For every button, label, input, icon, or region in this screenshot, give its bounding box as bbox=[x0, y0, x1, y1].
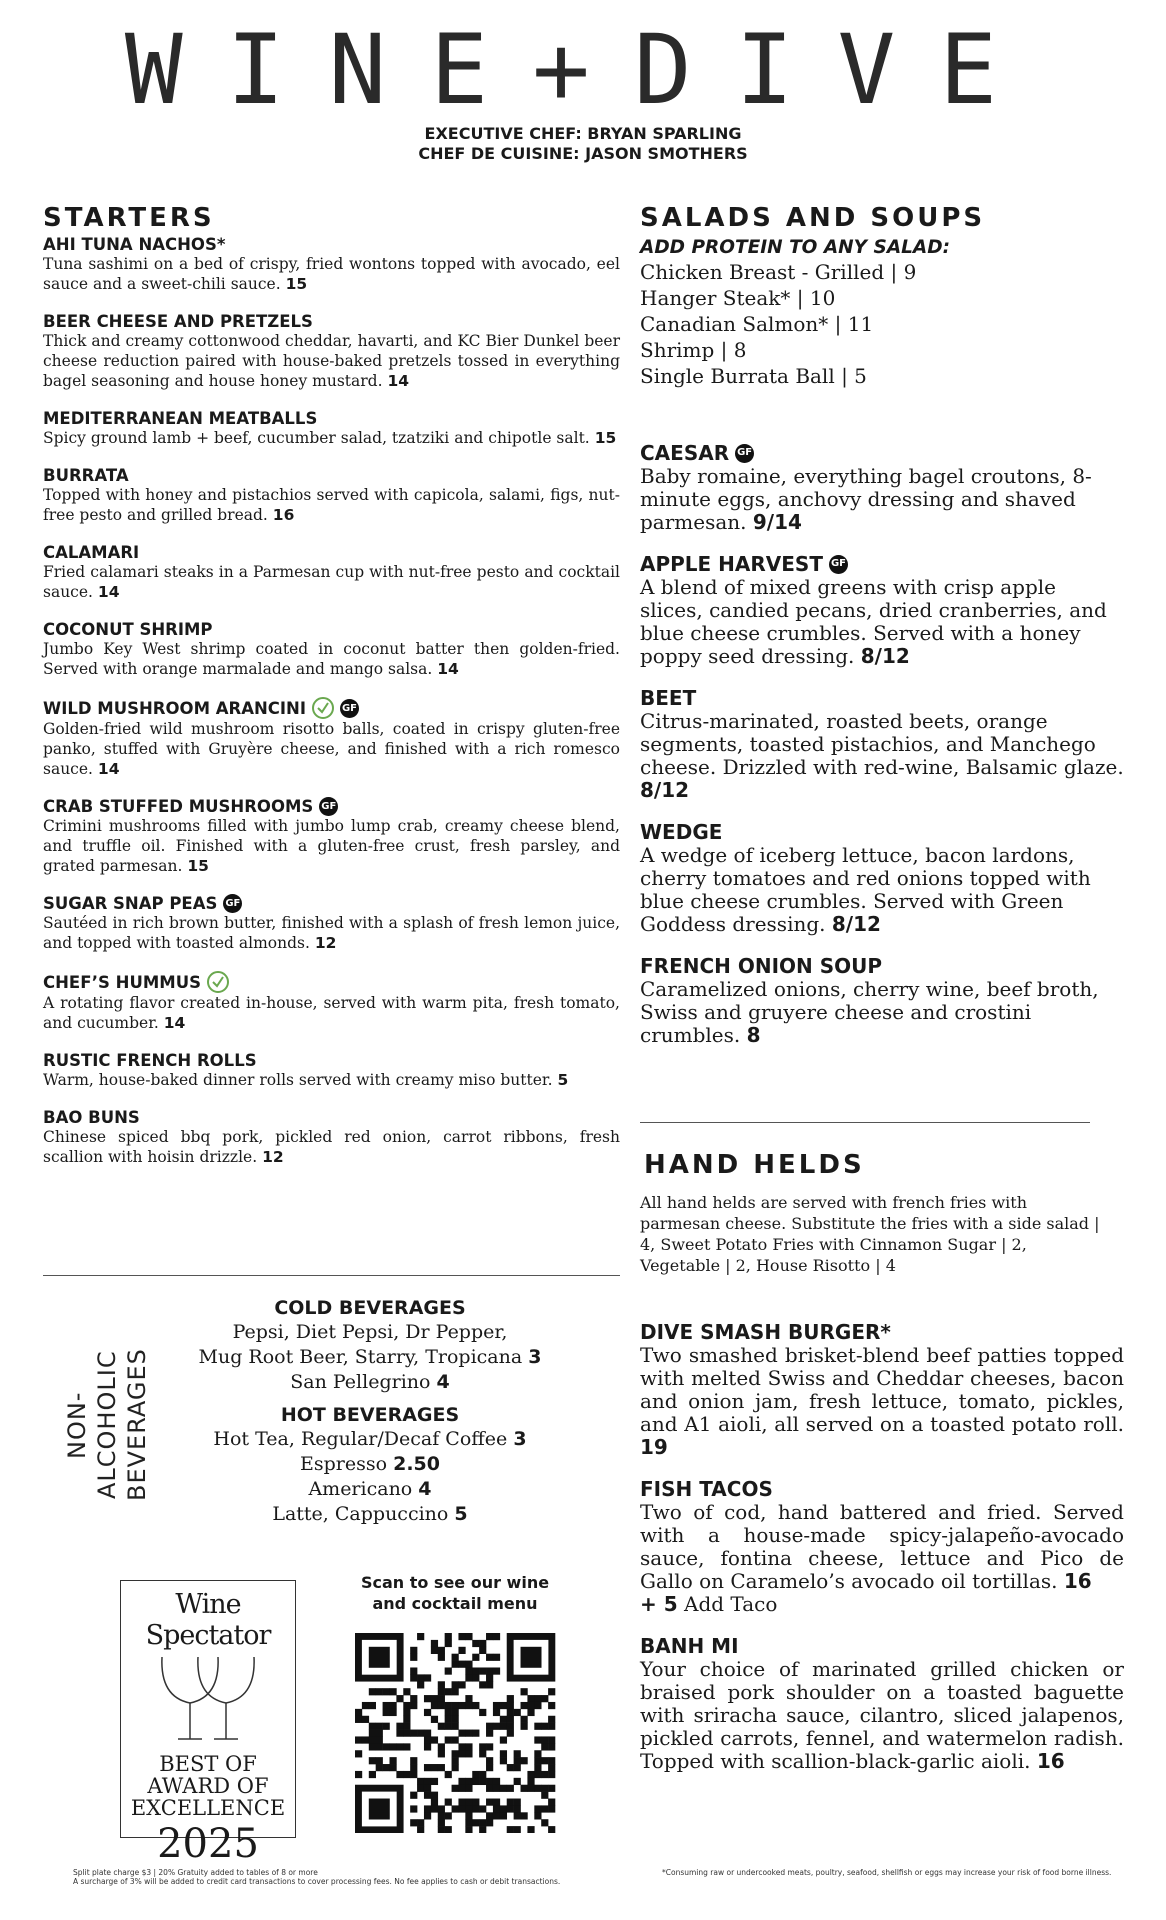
item-price: 14 bbox=[97, 760, 120, 778]
item-price: 15 bbox=[187, 857, 209, 875]
hot-beverages-title: HOT BEVERAGES bbox=[280, 1404, 460, 1426]
item-description: A blend of mixed greens with crisp apple slices, candied pecans, dried cranberries, and blue cheese crumbles. Served with a honey poppy seed dressing. 8/12 bbox=[640, 575, 1107, 668]
item-name: CALAMARI bbox=[43, 543, 140, 562]
menu-item bbox=[43, 312, 620, 391]
hot-line4: Latte, Cappuccino 5 bbox=[272, 1503, 468, 1525]
gluten-free-icon: GF bbox=[319, 797, 338, 816]
award-text: BEST OF AWARD OF EXCELLENCE bbox=[130, 1752, 286, 1820]
item-price: 8/12 bbox=[860, 644, 910, 668]
gluten-free-icon: GF bbox=[829, 555, 848, 574]
menu-item bbox=[43, 235, 620, 294]
protein-title: ADD PROTEIN TO ANY SALAD: bbox=[640, 237, 950, 258]
menu-item bbox=[43, 1051, 620, 1090]
protein-list bbox=[640, 259, 1125, 389]
vegetarian-leaf-icon bbox=[207, 971, 229, 993]
vertical-line1: NON-ALCOHOLIC bbox=[63, 1350, 121, 1500]
item-name: FISH TACOS bbox=[640, 1477, 773, 1501]
item-price: 12 bbox=[314, 934, 337, 952]
item-price: 16 bbox=[1063, 1569, 1092, 1593]
restaurant-title bbox=[0, 14, 1166, 126]
item-name: SUGAR SNAP PEAS GF bbox=[43, 894, 241, 913]
item-price: 8/12 bbox=[831, 912, 881, 936]
beverages-vertical-label bbox=[62, 1325, 151, 1525]
item-description: Caramelized onions, cherry wine, beef broth, Swiss and gruyere cheese and crostini crumbles. 8 bbox=[640, 977, 1099, 1047]
protein-option: Shrimp | 8 bbox=[640, 338, 747, 362]
qr-code[interactable] bbox=[345, 1633, 565, 1833]
item-description: Tuna sashimi on a bed of crispy, fried wontons topped with avocado, eel sauce and a sweet-chili sauce. 15 bbox=[43, 255, 620, 293]
item-price: 15 bbox=[594, 429, 617, 447]
wine-glasses-icon bbox=[148, 1653, 268, 1745]
menu-item bbox=[640, 552, 1125, 668]
item-name: WEDGE bbox=[640, 820, 723, 844]
item-name: APPLE HARVEST GF bbox=[640, 552, 846, 576]
item-name: BEER CHEESE AND PRETZELS bbox=[43, 312, 313, 331]
starters-heading: STARTERS bbox=[43, 203, 215, 233]
starters-list bbox=[43, 235, 620, 1167]
item-price: 16 bbox=[1036, 1749, 1065, 1773]
cold-line3: San Pellegrino 4 bbox=[290, 1371, 450, 1393]
item-description: Your choice of marinated grilled chicken or braised pork shoulder on a toasted baguette with sriracha sauce, cilantro, sliced jalapenos, pickled carrots, fennel, and watermelon radish. Topped with scallion-black-garlic aioli. 16 bbox=[640, 1657, 1124, 1773]
item-description: Fried calamari steaks in a Parmesan cup with nut-free pesto and cocktail sauce. 14 bbox=[43, 563, 620, 601]
handhelds-list bbox=[640, 1320, 1124, 1773]
item-description: A wedge of iceberg lettuce, bacon lardons, cherry tomatoes and red onions topped with blue cheese crumbles. Served with Green Goddess dressing. 8/12 bbox=[640, 843, 1091, 936]
chef-de-cuisine: CHEF DE CUISINE: JASON SMOTHERS bbox=[418, 144, 748, 163]
hot-line2: Espresso 2.50 bbox=[300, 1453, 440, 1475]
gluten-free-icon: GF bbox=[223, 894, 242, 913]
menu-item bbox=[640, 1320, 1124, 1459]
salads-list bbox=[640, 441, 1125, 1047]
protein-option: Chicken Breast - Grilled | 9 bbox=[640, 260, 917, 284]
menu-item bbox=[640, 1634, 1124, 1773]
footer-right: *Consuming raw or undercooked meats, poultry, seafood, shellfish or eggs may increase your risk of food borne illness. bbox=[662, 1868, 1112, 1877]
cold-line1: Pepsi, Diet Pepsi, Dr Pepper, bbox=[232, 1321, 508, 1343]
item-name: RUSTIC FRENCH ROLLS bbox=[43, 1051, 257, 1070]
item-description: Sautéed in rich brown butter, finished with a splash of fresh lemon juice, and topped with toasted almonds. 12 bbox=[43, 914, 620, 952]
item-name: WILD MUSHROOM ARANCINI GF bbox=[43, 698, 357, 718]
beverages-block bbox=[170, 1296, 570, 1527]
title-text: WINE+DIVE bbox=[124, 14, 1042, 126]
item-price: 14 bbox=[163, 1014, 186, 1032]
menu-item bbox=[640, 441, 1125, 534]
item-description: Thick and creamy cottonwood cheddar, havarti, and KC Bier Dunkel beer cheese reduction paired with house-baked pretzels tossed in everything bagel seasoning and house honey mustard. 14 bbox=[43, 332, 620, 390]
menu-item bbox=[640, 954, 1125, 1047]
item-description: Spicy ground lamb + beef, cucumber salad, tzatziki and chipotle salt. 15 bbox=[43, 429, 617, 447]
add-taco-option: + 5 Add Taco bbox=[640, 1592, 778, 1616]
menu-item bbox=[43, 466, 620, 525]
item-name: AHI TUNA NACHOS* bbox=[43, 235, 226, 254]
starters-section bbox=[43, 203, 620, 1185]
item-price: 14 bbox=[97, 583, 120, 601]
item-price: 12 bbox=[262, 1148, 284, 1166]
item-name: BANH MI bbox=[640, 1634, 739, 1658]
menu-item bbox=[640, 686, 1125, 802]
footer-left: Split plate charge $3 | 20% Gratuity added to tables of 8 or more A surcharge of 3% will be added to credit card transactions to cover processing fees. No fee applies to cash or debit transactions. bbox=[73, 1868, 561, 1886]
item-price: 19 bbox=[640, 1435, 668, 1459]
item-name: FRENCH ONION SOUP bbox=[640, 954, 883, 978]
item-name: COCONUT SHRIMP bbox=[43, 620, 213, 639]
item-description: A rotating flavor created in-house, served with warm pita, fresh tomato, and cucumber. 14 bbox=[43, 994, 620, 1032]
item-description: Two of cod, hand battered and fried. Served with a house-made spicy-jalapeño-avocado sauce, fontina cheese, lettuce and Pico de Gallo on Caramelo’s avocado oil tortillas. 16 bbox=[640, 1500, 1124, 1593]
item-name: BAO BUNS bbox=[43, 1108, 140, 1127]
hot-line3: Americano 4 bbox=[308, 1478, 432, 1500]
protein-option: Canadian Salmon* | 11 bbox=[640, 312, 874, 336]
item-description: Warm, house-baked dinner rolls served with creamy miso butter. 5 bbox=[43, 1071, 569, 1089]
menu-item bbox=[43, 543, 620, 602]
menu-item bbox=[43, 409, 620, 448]
item-price: 16 bbox=[272, 506, 295, 524]
item-price: 8/12 bbox=[640, 778, 690, 802]
wine-spectator-logo: Wine Spectator bbox=[145, 1589, 271, 1651]
qr-caption: Scan to see our wine and cocktail menu bbox=[360, 1573, 550, 1613]
item-name: BURRATA bbox=[43, 466, 129, 485]
item-name: CRAB STUFFED MUSHROOMS GF bbox=[43, 797, 337, 816]
cold-beverages-title: COLD BEVERAGES bbox=[274, 1297, 466, 1319]
wine-spectator-award bbox=[120, 1580, 296, 1867]
item-price: 8 bbox=[746, 1023, 761, 1047]
menu-item bbox=[43, 1108, 620, 1167]
protein-option: Hanger Steak* | 10 bbox=[640, 286, 836, 310]
item-name: BEET bbox=[640, 686, 697, 710]
item-name: DIVE SMASH BURGER* bbox=[640, 1320, 891, 1344]
menu-item bbox=[640, 1477, 1124, 1616]
gluten-free-icon: GF bbox=[735, 444, 754, 463]
handhelds-intro: All hand helds are served with french fries with parmesan cheese. Substitute the fries with a side salad | 4, Sweet Potato Fries with Cinnamon Sugar | 2, Vegetable | 2, House Risotto | 4 bbox=[640, 1193, 1100, 1275]
handhelds-heading: HAND HELDS bbox=[644, 1150, 865, 1180]
menu-item bbox=[43, 971, 620, 1033]
vegetarian-leaf-icon bbox=[312, 697, 334, 719]
menu-item bbox=[43, 894, 620, 953]
salads-section bbox=[640, 203, 1125, 1065]
award-year: 2025 bbox=[157, 1821, 259, 1867]
menu-item bbox=[43, 620, 620, 679]
item-description: Jumbo Key West shrimp coated in coconut batter then golden-fried. Served with orange marmalade and mango salsa. 14 bbox=[43, 640, 620, 678]
item-description: Baby romaine, everything bagel croutons, 8-minute eggs, anchovy dressing and shaved parmesan. 9/14 bbox=[640, 464, 1092, 534]
item-price: 15 bbox=[285, 275, 308, 293]
cold-line2: Mug Root Beer, Starry, Tropicana 3 bbox=[198, 1346, 542, 1368]
gluten-free-icon: GF bbox=[340, 699, 359, 718]
item-name: MEDITERRANEAN MEATBALLS bbox=[43, 409, 318, 428]
executive-chef: EXECUTIVE CHEF: BRYAN SPARLING bbox=[424, 124, 742, 143]
item-name: CAESAR GF bbox=[640, 441, 753, 465]
item-description: Crimini mushrooms filled with jumbo lump crab, creamy cheese blend, and truffle oil. Finished with a gluten-free crust, fresh parsley, and grated parmesan. 15 bbox=[43, 817, 620, 875]
item-description: Citrus-marinated, roasted beets, orange segments, toasted pistachios, and Manchego cheese. Drizzled with red-wine, Balsamic glaze. 8/12 bbox=[640, 709, 1124, 802]
divider-starters bbox=[43, 1275, 620, 1276]
item-price: 14 bbox=[437, 660, 459, 678]
menu-item bbox=[43, 697, 620, 779]
hot-line1: Hot Tea, Regular/Decaf Coffee 3 bbox=[213, 1428, 527, 1450]
item-name: CHEF’S HUMMUS bbox=[43, 971, 620, 993]
protein-option: Single Burrata Ball | 5 bbox=[640, 364, 867, 388]
vertical-line2: BEVERAGES bbox=[123, 1348, 151, 1502]
item-description: Chinese spiced bbq pork, pickled red onion, carrot ribbons, fresh scallion with hoisin drizzle. 12 bbox=[43, 1128, 620, 1166]
item-price: 9/14 bbox=[752, 510, 802, 534]
item-description: Golden-fried wild mushroom risotto balls, coated in crispy gluten-free panko, stuffed with Gruyère cheese, and finished with a rich romesco sauce. 14 bbox=[43, 720, 620, 778]
salads-heading: SALADS AND SOUPS bbox=[640, 203, 986, 233]
divider-salads bbox=[640, 1122, 1090, 1123]
item-price: 5 bbox=[557, 1071, 569, 1089]
item-price: 14 bbox=[387, 372, 410, 390]
item-description: Two smashed brisket-blend beef patties topped with melted Swiss and Cheddar cheeses, bacon and onion jam, fresh lettuce, tomato, pickles, and A1 aioli, all served on a toasted potato roll. 19 bbox=[640, 1343, 1124, 1459]
item-description: Topped with honey and pistachios served with capicola, salami, figs, nut-free pesto and grilled bread. 16 bbox=[43, 486, 620, 524]
menu-item bbox=[43, 797, 620, 876]
menu-item bbox=[640, 820, 1125, 936]
handhelds-section bbox=[640, 1150, 1124, 1791]
